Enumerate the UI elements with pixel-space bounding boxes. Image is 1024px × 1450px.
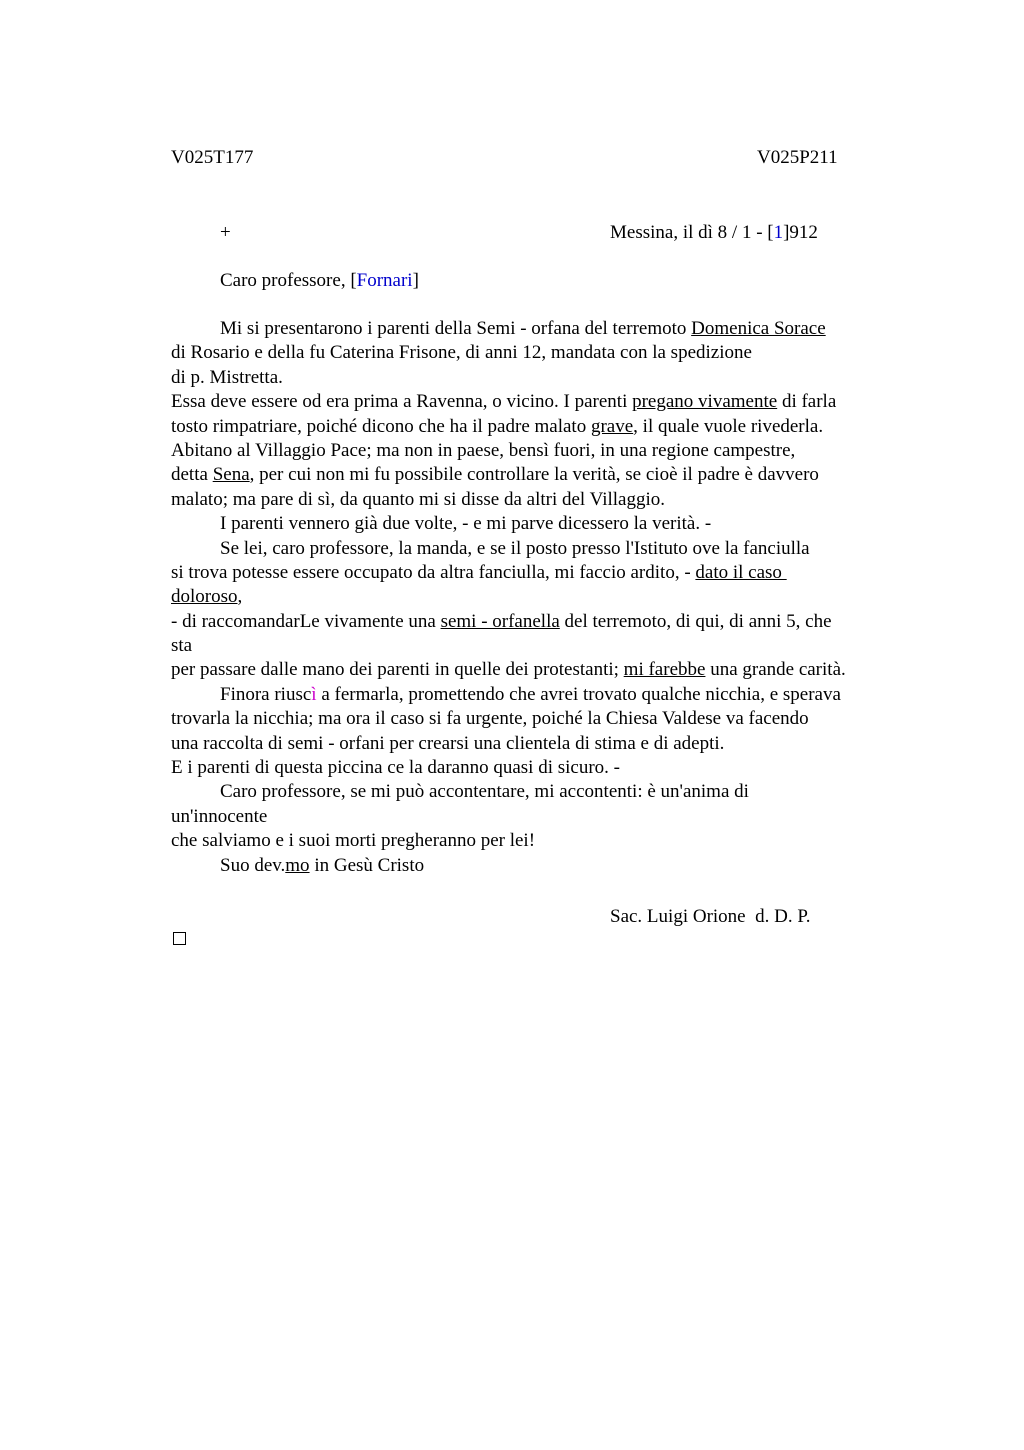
cross-mark: +: [220, 222, 231, 243]
body-line: Mi si presentarono i parenti della Semi - orfana del terremoto Domenica Sorace: [220, 318, 826, 339]
body-line: tosto rimpatriare, poiché dicono che ha il padre malato grave, il quale vuole rivederla.: [171, 415, 824, 437]
signature: Sac. Luigi Orione d. D. P.: [610, 906, 811, 927]
closing-line: Suo dev.mo in Gesù Cristo: [220, 854, 425, 876]
body-line: un'innocente: [171, 805, 268, 827]
body-line: si trova potesse essere occupato da altra fanciulla, mi faccio ardito, - dato il caso: [171, 561, 787, 583]
body-line: E i parenti di questa piccina ce la daranno quasi di sicuro. -: [171, 757, 620, 779]
recipient-name: Fornari: [356, 270, 413, 291]
body-line: doloroso,: [171, 586, 243, 608]
left-code: V025T177: [171, 147, 254, 168]
body-line: di p. Mistretta.: [171, 366, 283, 388]
body-line: Essa deve essere od era prima a Ravenna, o vicino. I parenti pregano vivamente di farla: [171, 391, 837, 413]
right-code: V025P211: [757, 147, 838, 168]
body-line: malato; ma pare di sì, da quanto mi si disse da altri del Villaggio.: [171, 488, 665, 510]
body-line: Abitano al Villaggio Pace; ma non in paese, bensì fuori, in una regione campestre,: [171, 439, 796, 461]
body-line: Caro professore, se mi può accontentare, mi accontenti: è un'anima di: [220, 781, 749, 803]
body-line: una raccolta di semi - orfani per crearsi una clientela di stima e di adepti.: [171, 732, 725, 754]
body-line: I parenti vennero già due volte, - e mi parve dicessero la verità. -: [220, 513, 712, 535]
body-line: - di raccomandarLe vivamente una semi - orfanella del terremoto, di qui, di anni 5, che: [171, 610, 832, 632]
body-line: Se lei, caro professore, la manda, e se il posto presso l'Istituto ove la fanciulla: [220, 537, 810, 559]
body-line: di Rosario e della fu Caterina Frisone, di anni 12, mandata con la spedizione: [171, 342, 752, 364]
checkbox-square-icon: [173, 932, 186, 945]
body-line: che salviamo e i suoi morti pregheranno per lei!: [171, 830, 536, 852]
date-bracket-digit: 1: [773, 222, 784, 243]
body-line: trovarla la nicchia; ma ora il caso si fa urgente, poiché la Chiesa Valdese va facendo: [171, 708, 809, 730]
date-place: Messina, il dì 8 / 1 - [1]912: [610, 222, 818, 243]
body-line: detta Sena, per cui non mi fu possibile controllare la verità, se cioè il padre è davvero: [171, 464, 819, 486]
letter-body: [171, 317, 911, 878]
salutation: Caro professore, [Fornari]: [220, 270, 419, 291]
body-line: sta: [171, 635, 193, 657]
body-line: per passare dalle mano dei parenti in quelle dei protestanti; mi farebbe una grande carità.: [171, 659, 846, 681]
body-line: Finora riuscì a fermarla, promettendo che avrei trovato qualche nicchia, e sperava: [220, 683, 841, 705]
